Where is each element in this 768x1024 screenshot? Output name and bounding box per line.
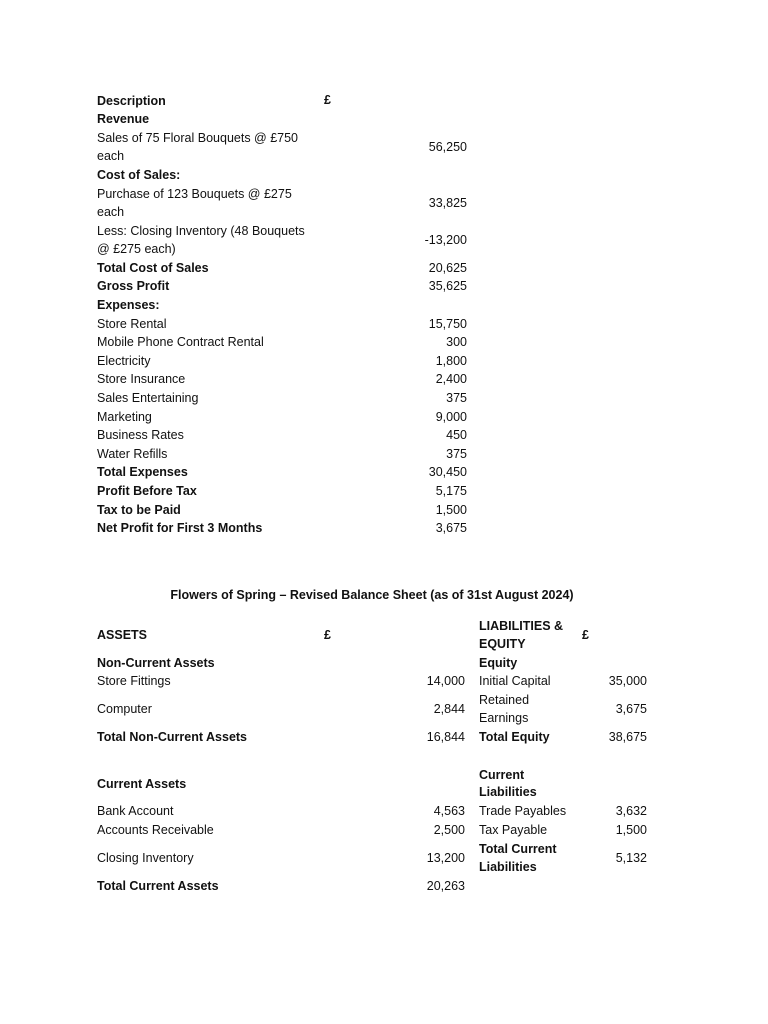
asset-label: Accounts Receivable: [97, 823, 214, 838]
liability-label: Retained Earnings: [479, 693, 530, 725]
income-row: [97, 278, 467, 297]
balance-sheet-table: [97, 617, 651, 896]
liability-label: Trade Payables: [479, 804, 567, 819]
liability-label: Initial Capital: [479, 674, 551, 689]
liability-value: 5,132: [615, 850, 647, 865]
liability-value: [597, 747, 647, 766]
income-row-label: Electricity: [97, 353, 151, 368]
asset-value: 20,263: [426, 878, 465, 893]
income-row-amount: 2,400: [435, 372, 467, 387]
income-row-label: Total Cost of Sales: [97, 260, 209, 275]
income-row: [97, 259, 467, 278]
income-row-label: Profit Before Tax: [97, 484, 197, 499]
liability-label: Equity: [479, 655, 518, 670]
income-row: [97, 371, 467, 390]
asset-label: Total Non-Current Assets: [97, 730, 248, 745]
income-row-amount: 450: [446, 428, 467, 443]
income-row: [97, 129, 467, 166]
income-row: [97, 166, 467, 185]
income-row-amount: 1,500: [435, 502, 467, 517]
income-row: [97, 445, 467, 464]
income-row-amount: 15,750: [428, 316, 467, 331]
income-row-amount: 300: [446, 335, 467, 350]
income-row-label: Sales of 75 Floral Bouquets @ £750 each: [97, 131, 299, 163]
income-row: [97, 408, 467, 427]
liabilities-currency-header: £: [582, 627, 589, 642]
balance-row: [97, 877, 651, 896]
balance-row: [97, 673, 651, 692]
income-row: [97, 352, 467, 371]
asset-label: Computer: [97, 702, 152, 717]
income-row-label: Marketing: [97, 409, 152, 424]
asset-label: [97, 747, 317, 766]
assets-header: ASSETS: [97, 627, 148, 642]
income-row-label: Cost of Sales:: [97, 167, 181, 182]
liability-label: Tax Payable: [479, 823, 548, 838]
income-row-label: Expenses:: [97, 298, 160, 313]
balance-row: [97, 691, 651, 728]
asset-value: 16,844: [426, 730, 465, 745]
income-row: [97, 315, 467, 334]
income-row-amount: 20,625: [428, 260, 467, 275]
asset-label: Store Fittings: [97, 674, 171, 689]
liabilities-header: LIABILITIES & EQUITY: [479, 619, 564, 651]
income-row-label: Business Rates: [97, 428, 184, 443]
income-row-label: Tax to be Paid: [97, 502, 181, 517]
income-row-label: Sales Entertaining: [97, 391, 199, 406]
liability-label: Total Current Liabilities: [479, 842, 557, 874]
description-header: Description: [97, 93, 166, 108]
asset-label: Current Assets: [97, 776, 187, 791]
liability-value: 35,000: [608, 674, 647, 689]
liability-label: Total Equity: [479, 730, 550, 745]
income-row-amount: 1,800: [435, 353, 467, 368]
income-row-amount: 5,175: [435, 484, 467, 499]
liability-label: [479, 747, 571, 766]
liability-label: Current Liabilities: [479, 767, 537, 800]
income-row-label: Gross Profit: [97, 279, 170, 294]
income-row-label: Store Rental: [97, 316, 167, 331]
income-row: [97, 297, 467, 316]
income-statement-header: [97, 92, 467, 111]
income-row-amount: 9,000: [435, 409, 467, 424]
asset-value: [397, 747, 465, 766]
liability-value: 38,675: [608, 730, 647, 745]
asset-value: 13,200: [426, 850, 465, 865]
income-row: [97, 520, 467, 539]
liability-value: [597, 877, 647, 896]
balance-row: [97, 803, 651, 822]
income-row-amount: 3,675: [435, 521, 467, 536]
asset-value: [397, 654, 465, 673]
income-row: [97, 390, 467, 409]
income-row-amount: 35,625: [428, 279, 467, 294]
income-row-label: Water Refills: [97, 446, 168, 461]
income-row: [97, 222, 467, 259]
liability-value: 3,632: [615, 804, 647, 819]
income-row: [97, 334, 467, 353]
income-row-label: Purchase of 123 Bouquets @ £275 each: [97, 187, 292, 219]
income-row: [97, 111, 467, 130]
income-row-amount: 33,825: [428, 195, 467, 210]
asset-value: [397, 766, 465, 803]
income-row-amount: 375: [446, 446, 467, 461]
asset-label: Closing Inventory: [97, 850, 194, 865]
balance-row: [97, 766, 651, 803]
income-row-amount: 375: [446, 391, 467, 406]
balance-row: [97, 840, 651, 877]
income-row-label: Mobile Phone Contract Rental: [97, 335, 264, 350]
income-row: [97, 482, 467, 501]
liability-label: [479, 877, 571, 896]
income-row-label: Revenue: [97, 112, 150, 127]
income-row-label: Less: Closing Inventory (48 Bouquets @ £275 each): [97, 224, 305, 256]
income-row-amount: 30,450: [428, 465, 467, 480]
asset-value: 2,844: [433, 702, 465, 717]
income-row-label: Total Expenses: [97, 465, 188, 480]
asset-label: Total Current Assets: [97, 878, 219, 893]
asset-label: Bank Account: [97, 804, 174, 819]
income-row-label: Store Insurance: [97, 372, 186, 387]
balance-row: [97, 654, 651, 673]
income-row: [97, 427, 467, 446]
balance-sheet-body: [97, 654, 651, 896]
currency-header: £: [324, 93, 331, 107]
income-row-amount: -13,200: [424, 233, 467, 247]
balance-row: [97, 747, 651, 766]
income-row-amount: 56,250: [428, 140, 467, 155]
balance-sheet-title: Flowers of Spring – Revised Balance Sheet (as of 31st August 2024): [170, 588, 574, 602]
balance-row: [97, 729, 651, 748]
income-statement-table: [97, 92, 467, 538]
liability-value: [597, 766, 647, 803]
asset-value: 14,000: [426, 674, 465, 689]
income-row: [97, 464, 467, 483]
income-statement-body: [97, 111, 467, 539]
balance-sheet-header: [97, 617, 651, 654]
asset-label: Non-Current Assets: [97, 655, 215, 670]
balance-row: [97, 822, 651, 841]
assets-currency-header: £: [324, 627, 331, 642]
income-row: [97, 501, 467, 520]
income-row-label: Net Profit for First 3 Months: [97, 521, 263, 536]
income-row: [97, 185, 467, 222]
asset-value: 2,500: [433, 823, 465, 838]
liability-value: 1,500: [615, 823, 647, 838]
asset-value: 4,563: [433, 804, 465, 819]
liability-value: [597, 654, 647, 673]
liability-value: 3,675: [615, 702, 647, 717]
